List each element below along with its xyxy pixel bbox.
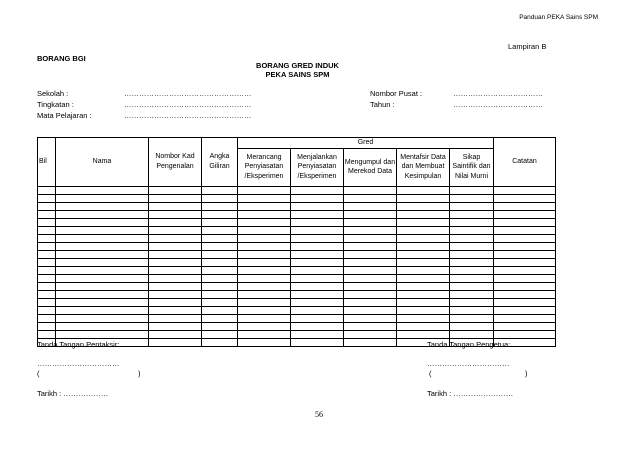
table-cell[interactable] (38, 266, 56, 274)
table-cell[interactable] (238, 226, 291, 234)
table-cell[interactable] (38, 314, 56, 322)
table-cell[interactable] (450, 306, 494, 314)
table-cell[interactable] (450, 290, 494, 298)
table-cell[interactable] (202, 194, 238, 202)
table-cell[interactable] (291, 210, 344, 218)
col-catatan: Catatan (494, 138, 556, 187)
table-cell[interactable] (291, 298, 344, 306)
table-cell[interactable] (56, 242, 149, 250)
table-row (38, 282, 556, 290)
table-cell[interactable] (238, 330, 291, 338)
table-cell[interactable] (291, 266, 344, 274)
table-cell[interactable] (450, 186, 494, 194)
table-row (38, 250, 556, 258)
table-cell[interactable] (202, 186, 238, 194)
table-cell[interactable] (344, 282, 397, 290)
table-cell[interactable] (38, 210, 56, 218)
table-row (38, 306, 556, 314)
table-row (38, 290, 556, 298)
table-cell[interactable] (291, 242, 344, 250)
table-cell[interactable] (494, 282, 556, 290)
table-cell[interactable] (149, 226, 202, 234)
table-cell[interactable] (238, 218, 291, 226)
table-cell[interactable] (291, 194, 344, 202)
table-cell[interactable] (38, 242, 56, 250)
table-cell[interactable] (56, 186, 149, 194)
table-cell[interactable] (494, 306, 556, 314)
table-cell[interactable] (202, 298, 238, 306)
guide-title: Panduan PEKA Sains SPM (519, 14, 598, 21)
table-cell[interactable] (56, 266, 149, 274)
table-cell[interactable] (149, 194, 202, 202)
table-cell[interactable] (344, 266, 397, 274)
field-sekolah[interactable]: …………………………………………… (124, 89, 252, 98)
table-cell[interactable] (202, 234, 238, 242)
table-cell[interactable] (291, 330, 344, 338)
table-cell[interactable] (291, 322, 344, 330)
table-cell[interactable] (450, 218, 494, 226)
table-cell[interactable] (238, 274, 291, 282)
table-cell[interactable] (56, 218, 149, 226)
table-cell[interactable] (397, 250, 450, 258)
col-menjalankan: Menjalankan Penyiasatan /Eksperimen (291, 148, 344, 186)
table-cell[interactable] (56, 234, 149, 242)
signature-principal-title: Tanda Tangan Pengetua: (427, 340, 511, 349)
table-cell[interactable] (397, 218, 450, 226)
table-cell[interactable] (56, 274, 149, 282)
table-cell[interactable] (38, 282, 56, 290)
table-cell[interactable] (238, 242, 291, 250)
table-cell[interactable] (450, 258, 494, 266)
table-cell[interactable] (149, 202, 202, 210)
table-cell[interactable] (450, 234, 494, 242)
table-cell[interactable] (38, 330, 56, 338)
table-cell[interactable] (494, 202, 556, 210)
table-cell[interactable] (149, 218, 202, 226)
table-cell[interactable] (450, 314, 494, 322)
label-nombor-pusat: Nombor Pusat : (370, 89, 423, 98)
table-cell[interactable] (291, 250, 344, 258)
col-bil: Bil (38, 138, 56, 187)
table-cell[interactable] (450, 226, 494, 234)
table-cell[interactable] (344, 242, 397, 250)
table-cell[interactable] (149, 314, 202, 322)
field-nombor-pusat[interactable]: ……………………………… (453, 89, 543, 98)
table-cell[interactable] (56, 314, 149, 322)
table-cell[interactable] (450, 250, 494, 258)
table-cell[interactable] (38, 258, 56, 266)
table-cell[interactable] (202, 290, 238, 298)
table-cell[interactable] (450, 210, 494, 218)
table-cell[interactable] (202, 218, 238, 226)
page-number: 56 (315, 410, 323, 419)
table-cell[interactable] (344, 322, 397, 330)
table-cell[interactable] (397, 330, 450, 338)
table-cell[interactable] (450, 298, 494, 306)
col-sikap: Sikap Saintifik dan Nilai Murni (450, 148, 494, 186)
table-row (38, 330, 556, 338)
table-cell[interactable] (494, 322, 556, 330)
signature-principal-paren-open: ( (429, 369, 432, 378)
col-angka-giliran: Angka Giliran (202, 138, 238, 187)
table-cell[interactable] (494, 330, 556, 338)
table-cell[interactable] (344, 338, 397, 346)
field-tahun[interactable]: ……………………………… (453, 100, 543, 109)
signature-principal-paren-close: ) (525, 369, 528, 378)
table-cell[interactable] (202, 282, 238, 290)
table-cell[interactable] (238, 202, 291, 210)
table-cell[interactable] (38, 298, 56, 306)
table-cell[interactable] (56, 322, 149, 330)
table-cell[interactable] (238, 306, 291, 314)
table-cell[interactable] (344, 306, 397, 314)
table-cell[interactable] (238, 186, 291, 194)
table-cell[interactable] (202, 250, 238, 258)
col-merancang: Merancang Penyiasatan /Eksperimen (238, 148, 291, 186)
field-mata-pelajaran[interactable]: …………………………………………… (124, 111, 252, 120)
table-row (38, 274, 556, 282)
table-cell[interactable] (149, 210, 202, 218)
table-cell[interactable] (38, 306, 56, 314)
col-kad-pengenalan: Nombor Kad Pengenalan (149, 138, 202, 187)
table-cell[interactable] (344, 194, 397, 202)
table-cell[interactable] (149, 250, 202, 258)
label-mata-pelajaran: Mata Pelajaran : (37, 111, 92, 120)
table-cell[interactable] (56, 330, 149, 338)
table-cell[interactable] (38, 322, 56, 330)
table-cell[interactable] (344, 298, 397, 306)
table-cell[interactable] (397, 314, 450, 322)
table-cell[interactable] (38, 202, 56, 210)
table-cell[interactable] (344, 290, 397, 298)
table-cell[interactable] (238, 258, 291, 266)
grade-table (37, 137, 556, 347)
table-cell[interactable] (450, 322, 494, 330)
table-cell[interactable] (149, 258, 202, 266)
table-cell[interactable] (149, 322, 202, 330)
table-cell[interactable] (149, 338, 202, 346)
table-cell[interactable] (38, 218, 56, 226)
table-cell[interactable] (291, 202, 344, 210)
table-cell[interactable] (494, 274, 556, 282)
table-cell[interactable] (38, 234, 56, 242)
table-cell[interactable] (397, 258, 450, 266)
table-cell[interactable] (238, 282, 291, 290)
table-cell[interactable] (202, 330, 238, 338)
table-cell[interactable] (494, 290, 556, 298)
table-cell[interactable] (238, 322, 291, 330)
col-gred: Gred (238, 138, 494, 149)
signature-assessor-paren-close: ) (138, 369, 141, 378)
table-cell[interactable] (450, 330, 494, 338)
table-cell[interactable] (494, 218, 556, 226)
table-cell[interactable] (56, 250, 149, 258)
table-cell[interactable] (494, 194, 556, 202)
table-cell[interactable] (450, 194, 494, 202)
table-cell[interactable] (344, 330, 397, 338)
table-cell[interactable] (450, 202, 494, 210)
table-cell[interactable] (450, 266, 494, 274)
table-cell[interactable] (494, 250, 556, 258)
table-cell[interactable] (238, 210, 291, 218)
table-cell[interactable] (494, 210, 556, 218)
table-cell[interactable] (494, 242, 556, 250)
table-cell[interactable] (291, 226, 344, 234)
table-cell[interactable] (38, 274, 56, 282)
table-cell[interactable] (202, 226, 238, 234)
signature-principal-line[interactable]: …………………………… (427, 359, 510, 368)
table-cell[interactable] (494, 258, 556, 266)
signature-assessor-line[interactable]: …………………………… (37, 359, 120, 368)
table-cell[interactable] (149, 290, 202, 298)
table-cell[interactable] (56, 202, 149, 210)
table-cell[interactable] (202, 266, 238, 274)
table-cell[interactable] (149, 306, 202, 314)
signature-principal-date[interactable]: Tarikh : …………………… (427, 389, 514, 398)
table-cell[interactable] (238, 290, 291, 298)
table-row (38, 322, 556, 330)
table-cell[interactable] (56, 306, 149, 314)
table-cell[interactable] (238, 266, 291, 274)
table-cell[interactable] (291, 234, 344, 242)
table-cell[interactable] (397, 210, 450, 218)
table-cell[interactable] (291, 338, 344, 346)
field-tingkatan[interactable]: …………………………………………… (124, 100, 252, 109)
table-cell[interactable] (397, 266, 450, 274)
table-cell[interactable] (149, 266, 202, 274)
table-row (38, 186, 556, 194)
table-cell[interactable] (397, 298, 450, 306)
table-cell[interactable] (56, 194, 149, 202)
table-cell[interactable] (344, 314, 397, 322)
table-cell[interactable] (291, 258, 344, 266)
table-cell[interactable] (202, 258, 238, 266)
table-cell[interactable] (238, 194, 291, 202)
table-cell[interactable] (397, 234, 450, 242)
table-cell[interactable] (494, 186, 556, 194)
table-cell[interactable] (38, 250, 56, 258)
table-cell[interactable] (149, 282, 202, 290)
table-cell[interactable] (202, 242, 238, 250)
table-cell[interactable] (494, 314, 556, 322)
table-cell[interactable] (149, 186, 202, 194)
signature-assessor-title: Tanda Tangan Pentaksir: (37, 340, 120, 349)
table-cell[interactable] (397, 186, 450, 194)
table-cell[interactable] (202, 338, 238, 346)
table-cell[interactable] (149, 242, 202, 250)
table-cell[interactable] (149, 274, 202, 282)
table-cell[interactable] (149, 298, 202, 306)
table-cell[interactable] (56, 210, 149, 218)
table-cell[interactable] (397, 306, 450, 314)
table-cell[interactable] (56, 258, 149, 266)
table-cell[interactable] (344, 186, 397, 194)
table-cell[interactable] (397, 202, 450, 210)
table-row (38, 226, 556, 234)
table-cell[interactable] (397, 290, 450, 298)
table-cell[interactable] (494, 298, 556, 306)
signature-assessor-paren-open: ( (37, 369, 40, 378)
table-cell[interactable] (56, 282, 149, 290)
table-cell[interactable] (238, 298, 291, 306)
table-cell[interactable] (238, 250, 291, 258)
table-cell[interactable] (202, 202, 238, 210)
table-cell[interactable] (344, 234, 397, 242)
table-row (38, 234, 556, 242)
signature-assessor-date[interactable]: Tarikh : ……………… (37, 389, 109, 398)
table-cell[interactable] (291, 306, 344, 314)
table-cell[interactable] (397, 282, 450, 290)
label-tahun: Tahun : (370, 100, 395, 109)
table-row (38, 298, 556, 306)
table-cell[interactable] (291, 186, 344, 194)
table-cell[interactable] (56, 298, 149, 306)
table-row (38, 218, 556, 226)
table-cell[interactable] (397, 226, 450, 234)
table-cell[interactable] (344, 250, 397, 258)
table-cell[interactable] (494, 226, 556, 234)
table-cell[interactable] (344, 226, 397, 234)
table-cell[interactable] (397, 322, 450, 330)
table-cell[interactable] (291, 282, 344, 290)
table-cell[interactable] (38, 226, 56, 234)
table-row (38, 314, 556, 322)
col-nama: Nama (56, 138, 149, 187)
table-row (38, 210, 556, 218)
table-cell[interactable] (397, 194, 450, 202)
table-row (38, 242, 556, 250)
col-mentafsir: Mentafsir Data dan Membuat Kesimpulan (397, 148, 450, 186)
table-cell[interactable] (344, 218, 397, 226)
table-cell[interactable] (56, 226, 149, 234)
table-cell[interactable] (202, 274, 238, 282)
table-cell[interactable] (202, 314, 238, 322)
table-cell[interactable] (397, 242, 450, 250)
table-cell[interactable] (149, 330, 202, 338)
label-tingkatan: Tingkatan : (37, 100, 74, 109)
table-cell[interactable] (238, 338, 291, 346)
table-cell[interactable] (344, 210, 397, 218)
table-cell[interactable] (202, 306, 238, 314)
table-cell[interactable] (291, 274, 344, 282)
table-cell[interactable] (397, 274, 450, 282)
table-cell[interactable] (291, 290, 344, 298)
table-cell[interactable] (291, 218, 344, 226)
table-cell[interactable] (238, 234, 291, 242)
table-cell[interactable] (494, 234, 556, 242)
table-cell[interactable] (344, 258, 397, 266)
table-row (38, 266, 556, 274)
form-title-line2: PEKA SAINS SPM (265, 70, 330, 79)
table-cell[interactable] (291, 314, 344, 322)
table-cell[interactable] (56, 290, 149, 298)
form-title-line1: BORANG GRED INDUK (256, 61, 339, 70)
table-row (38, 194, 556, 202)
table-cell[interactable] (238, 314, 291, 322)
table-cell[interactable] (450, 274, 494, 282)
table-cell[interactable] (450, 282, 494, 290)
label-sekolah: Sekolah : (37, 89, 69, 98)
table-cell[interactable] (344, 202, 397, 210)
table-cell[interactable] (344, 274, 397, 282)
table-cell[interactable] (202, 210, 238, 218)
table-row (38, 258, 556, 266)
form-code: BORANG BGI (37, 54, 86, 63)
table-cell[interactable] (494, 266, 556, 274)
table-cell[interactable] (38, 186, 56, 194)
table-row (38, 202, 556, 210)
table-cell[interactable] (38, 290, 56, 298)
table-cell[interactable] (149, 234, 202, 242)
col-mengumpul: Mengumpul dan Merekod Data (344, 148, 397, 186)
table-cell[interactable] (450, 242, 494, 250)
appendix-label: Lampiran B (508, 42, 547, 51)
table-cell[interactable] (202, 322, 238, 330)
table-cell[interactable] (38, 194, 56, 202)
